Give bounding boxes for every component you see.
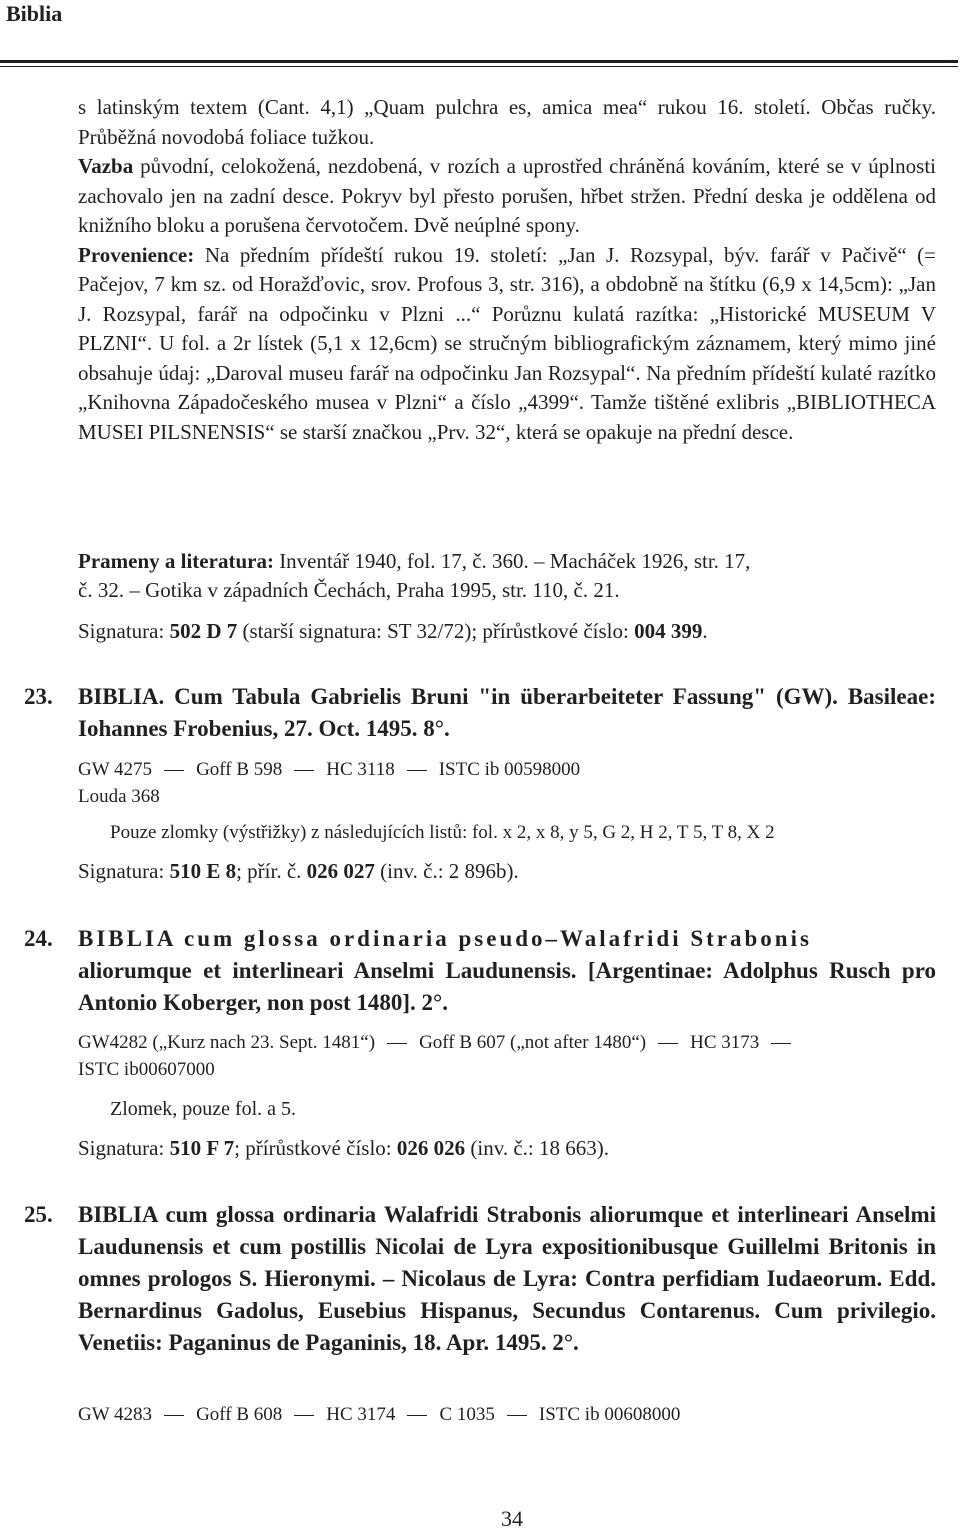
provenience-label: Provenience: — [78, 242, 195, 267]
prameny-line — [78, 547, 750, 575]
entry-refs — [78, 756, 580, 810]
signatura-middle: (starší signatura: ST 32/72); přírůstkové číslo: — [237, 619, 635, 643]
prameny-label: Prameny a literatura: — [78, 549, 274, 573]
entry-title — [78, 923, 936, 1019]
header-rule-thin — [0, 66, 958, 67]
vazba-text: původní, celokožená, nezdobená, v rozích a uprostřed chráněná kováním, které se v úplnosti zachovalo jen na zadní desce. Pokryv byl přesto porušen, hřbet stržen. Přední deska je oddělena od knižního bloku a porušena červotočem. Dvě neúplné spony. — [78, 154, 936, 237]
entry-title: BIBLIA. Cum Tabula Gabrielis Bruni "in überarbeiteter Fassung" (GW). Basileae: Iohannes Frobenius, 27. Oct. 1495. 8°. — [78, 684, 936, 741]
signatura-number: 026 026 — [396, 1136, 466, 1160]
continuation-text: s latinským textem (Cant. 4,1) „Quam pulchra es, amica mea“ rukou 16. století. Občas ručky. Průběžná novodobá foliace tužkou. — [78, 95, 936, 149]
signatura-middle: ; přírůstkové číslo: — [234, 1136, 397, 1160]
signatura-code: 510 E 8 — [169, 859, 237, 883]
entry-number: 24. — [24, 926, 53, 951]
entry-title: BIBLIA cum glossa ordinaria Walafridi Strabonis aliorumque et interlineari Anselmi Laudunensis et cum postillis Nicolai de Lyra expositionibusque Guillelmi Britonis in omnes prologos S. Hieronymi. – Nicolaus de Lyra: Contra perfidiam Iudaeorum. Edd. Bernardinus Gadolus, Eusebius Hispanus, Secundus Contarenus. Cum privilegio. Venetiis: Paganinus de Paganinis, 18. Apr. 1495. 2°. — [78, 1202, 936, 1355]
ref: ISTC ib00607000 — [78, 1059, 215, 1080]
dash-separator — [407, 770, 427, 771]
dash-separator — [658, 1043, 678, 1044]
signatura-number: 026 027 — [306, 859, 375, 883]
entry-note: Pouze zlomky (výstřižky) z následujících listů: fol. x 2, x 8, y 5, G 2, H 2, T 5, T 8, X 2 — [110, 822, 775, 843]
dash-separator — [771, 1043, 791, 1044]
entry-title-rest: aliorumque et interlineari Anselmi Laudunensis. [Argentinae: Adolphus Rusch pro Antonio Koberger, non post 1480]. 2°. — [78, 958, 936, 1015]
entry-signatura — [78, 857, 519, 885]
signatura-code: 510 F 7 — [169, 1136, 235, 1160]
signatura-line — [78, 617, 708, 645]
signatura-end: (inv. č.: 18 663). — [465, 1136, 609, 1160]
dash-separator — [294, 770, 314, 771]
ref: Goff B 598 — [196, 759, 283, 780]
dash-separator — [407, 1415, 427, 1416]
prameny-line-2: č. 32. – Gotika v západních Čechách, Praha 1995, str. 110, č. 21. — [78, 578, 620, 602]
vazba-label: Vazba — [78, 154, 134, 178]
ref: HC 3174 — [326, 1404, 396, 1425]
ref: ISTC ib 00598000 — [438, 759, 581, 780]
dash-separator — [164, 770, 184, 771]
entry-note: Zlomek, pouze fol. a 5. — [110, 1098, 297, 1120]
entry-refs — [78, 1401, 680, 1428]
signatura-number: 004 399 — [634, 619, 703, 643]
entry-number: 25. — [24, 1202, 53, 1227]
page-number: 34 — [501, 1506, 523, 1531]
ref: Louda 368 — [78, 786, 160, 807]
provenience-text: Na předním přídeští rukou 19. století: „Jan J. Rozsypal, býv. farář v Pačivě“ (= Pačejov, 7 km sz. od Horažďovic, srov. Profous 3, str. 316), a obdobně na štítku (6,9 x 14,5cm): „Jan J. Rozsypal, farář na odpočinku v Plzni ...“ Porůznu kulatá razítka: „Historické MUSEUM V PLZNI“. U fol. a 2r lístek (5,1 x 12,6cm) se stručným bibliografickým záznamem, který mimo jiné obsahuje údaj: „Daroval museu farář na odpočinku Jan Rozsypal“. Na předním přídeští kulaté razítko „Knihovna Západočeského musea v Plzni“ a číslo „4399“. Tamže tištěné exlibris „BIBLIOTHECA MUSEI PILSNENSIS“ se starší značkou „Prv. 32“, která se opakuje na přední desce. — [78, 242, 936, 444]
dash-separator — [294, 1415, 314, 1416]
continuation-paragraph — [78, 93, 936, 447]
entry-signatura — [78, 1134, 609, 1162]
ref: HC 3118 — [326, 759, 395, 780]
dash-separator — [507, 1415, 527, 1416]
entry-number: 23. — [24, 684, 53, 709]
ref: GW 4275 — [78, 759, 153, 780]
signatura-middle: ; přír. č. — [236, 859, 307, 883]
ref: ISTC ib 00608000 — [538, 1404, 681, 1425]
entry-title-spaced: BIBLIA cum glossa ordinaria pseudo–Walafridi Strabonis — [78, 926, 812, 951]
dash-separator — [387, 1043, 407, 1044]
dash-separator — [164, 1415, 184, 1416]
running-head: Biblia — [6, 1, 63, 26]
ref: Goff B 607 („not after 1480“) — [419, 1032, 647, 1053]
ref: GW 4283 — [78, 1404, 153, 1425]
prameny-text-1: Inventář 1940, fol. 17, č. 360. – Macháček 1926, str. 17, — [273, 549, 751, 573]
signatura-label: Signatura: — [78, 1136, 170, 1160]
ref: C 1035 — [439, 1404, 495, 1425]
signatura-label: Signatura: — [78, 619, 170, 643]
ref: GW4282 („Kurz nach 23. Sept. 1481“) — [78, 1032, 376, 1053]
ref: Goff B 608 — [196, 1404, 283, 1425]
header-rule-thick — [0, 60, 958, 63]
signatura-code: 502 D 7 — [169, 619, 238, 643]
signatura-end: . — [702, 619, 708, 643]
entry-refs — [78, 1029, 803, 1083]
signatura-label: Signatura: — [78, 859, 170, 883]
signatura-end: (inv. č.: 2 896b). — [374, 859, 519, 883]
ref: HC 3173 — [690, 1032, 760, 1053]
